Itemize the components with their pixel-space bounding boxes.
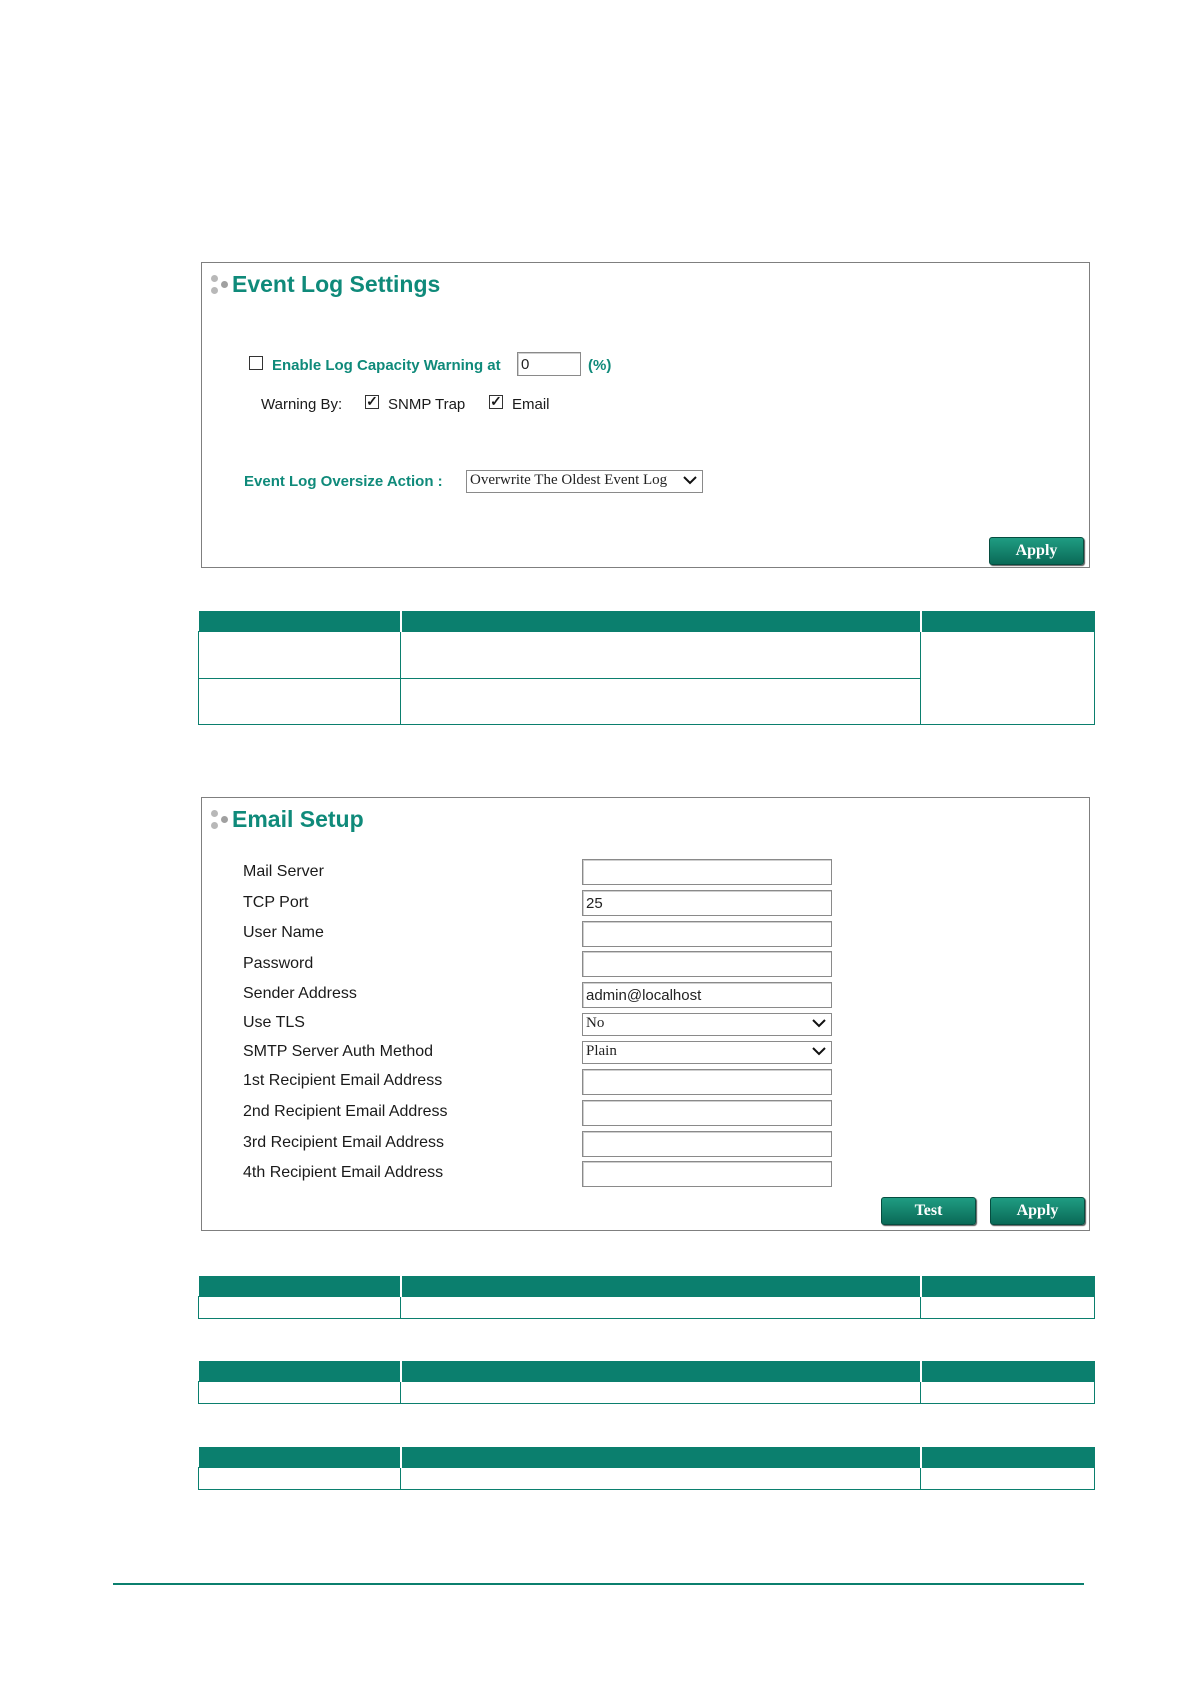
email-setup-panel	[201, 797, 1090, 1231]
chevron-down-icon	[811, 1044, 827, 1058]
parameter-table-1	[198, 611, 1095, 725]
percent-unit-label: (%)	[588, 357, 612, 374]
event-log-apply-button[interactable]: Apply	[989, 537, 1084, 565]
table-cell	[401, 1297, 921, 1319]
mail-server-label: Mail Server	[243, 863, 324, 880]
use-tls-select[interactable]	[582, 1013, 832, 1036]
table-cell	[199, 679, 401, 725]
table-header-cell	[401, 1447, 921, 1468]
table-header-cell	[401, 1361, 921, 1382]
table-cell	[199, 632, 401, 679]
recipient-1-label: 1st Recipient Email Address	[243, 1072, 443, 1089]
recipient-3-label: 3rd Recipient Email Address	[243, 1134, 444, 1151]
table-cell	[199, 1468, 401, 1490]
use-tls-label: Use TLS	[243, 1014, 305, 1031]
oversize-action-label: Event Log Oversize Action :	[244, 473, 443, 490]
table-header-cell	[921, 1447, 1095, 1468]
email-checkbox[interactable]: ✓	[490, 393, 502, 409]
recipient-4-label: 4th Recipient Email Address	[243, 1164, 444, 1181]
email-setup-title-text: Email Setup	[232, 806, 364, 832]
email-setup-title	[210, 806, 364, 833]
table-cell	[921, 1468, 1095, 1490]
smtp-auth-method-value: Plain	[586, 1043, 617, 1059]
table-row	[199, 1468, 1095, 1490]
recipient-3-input[interactable]	[582, 1131, 832, 1157]
snmp-trap-checkbox[interactable]: ✓	[366, 393, 378, 409]
bullet-dots-icon	[210, 808, 230, 832]
snmp-trap-label: SNMP Trap	[388, 396, 466, 413]
table-cell	[199, 1382, 401, 1404]
table-header-cell	[199, 611, 401, 632]
table-cell	[401, 1382, 921, 1404]
table-cell	[921, 1297, 1095, 1319]
sender-address-label: Sender Address	[243, 985, 357, 1002]
recipient-1-input[interactable]	[582, 1069, 832, 1095]
sender-address-input[interactable]	[582, 982, 832, 1008]
user-name-input[interactable]	[582, 921, 832, 947]
chevron-down-icon	[682, 473, 698, 487]
table-cell	[921, 632, 1095, 725]
email-warning-label: Email	[512, 396, 550, 413]
table-header-row	[199, 611, 1095, 632]
recipient-2-label: 2nd Recipient Email Address	[243, 1103, 448, 1120]
email-test-button[interactable]: Test	[881, 1197, 976, 1225]
user-name-label: User Name	[243, 924, 324, 941]
parameter-table-2	[198, 1276, 1095, 1319]
oversize-action-select[interactable]	[466, 470, 703, 493]
table-cell	[921, 1382, 1095, 1404]
bullet-dots-icon	[210, 273, 230, 297]
warning-by-label: Warning By:	[261, 396, 343, 413]
event-log-settings-title	[210, 271, 440, 298]
capacity-warning-label: Enable Log Capacity Warning at	[272, 357, 501, 374]
recipient-4-input[interactable]	[582, 1161, 832, 1187]
table-header-cell	[199, 1447, 401, 1468]
table-row	[199, 632, 1095, 679]
table-header-cell	[199, 1361, 401, 1382]
table-header-row	[199, 1361, 1095, 1382]
table-header-cell	[401, 611, 921, 632]
table-cell	[199, 1297, 401, 1319]
table-row	[199, 1382, 1095, 1404]
capacity-warning-checkbox[interactable]	[249, 356, 263, 370]
tcp-port-label: TCP Port	[243, 894, 309, 911]
table-header-cell	[199, 1276, 401, 1297]
password-input[interactable]	[582, 951, 832, 977]
table-cell	[401, 679, 921, 725]
smtp-auth-method-label: SMTP Server Auth Method	[243, 1043, 434, 1060]
table-header-row	[199, 1447, 1095, 1468]
email-apply-button[interactable]: Apply	[990, 1197, 1085, 1225]
mail-server-input[interactable]	[582, 859, 832, 885]
parameter-table-4	[198, 1447, 1095, 1490]
smtp-auth-method-select[interactable]	[582, 1041, 832, 1064]
table-row	[199, 1297, 1095, 1319]
password-label: Password	[243, 955, 314, 972]
table-cell	[401, 1468, 921, 1490]
table-header-cell	[921, 1361, 1095, 1382]
table-cell	[401, 632, 921, 679]
table-header-row	[199, 1276, 1095, 1297]
table-header-cell	[921, 611, 1095, 632]
footer-divider	[113, 1583, 1084, 1585]
table-header-cell	[401, 1276, 921, 1297]
capacity-warning-input[interactable]	[517, 352, 581, 376]
parameter-table-3	[198, 1361, 1095, 1404]
oversize-action-value: Overwrite The Oldest Event Log	[470, 472, 668, 488]
table-header-cell	[921, 1276, 1095, 1297]
event-log-title-text: Event Log Settings	[232, 271, 441, 297]
tcp-port-input[interactable]	[582, 890, 832, 916]
recipient-2-input[interactable]	[582, 1100, 832, 1126]
use-tls-value: No	[586, 1015, 605, 1031]
event-log-settings-panel	[201, 262, 1090, 568]
chevron-down-icon	[811, 1016, 827, 1030]
